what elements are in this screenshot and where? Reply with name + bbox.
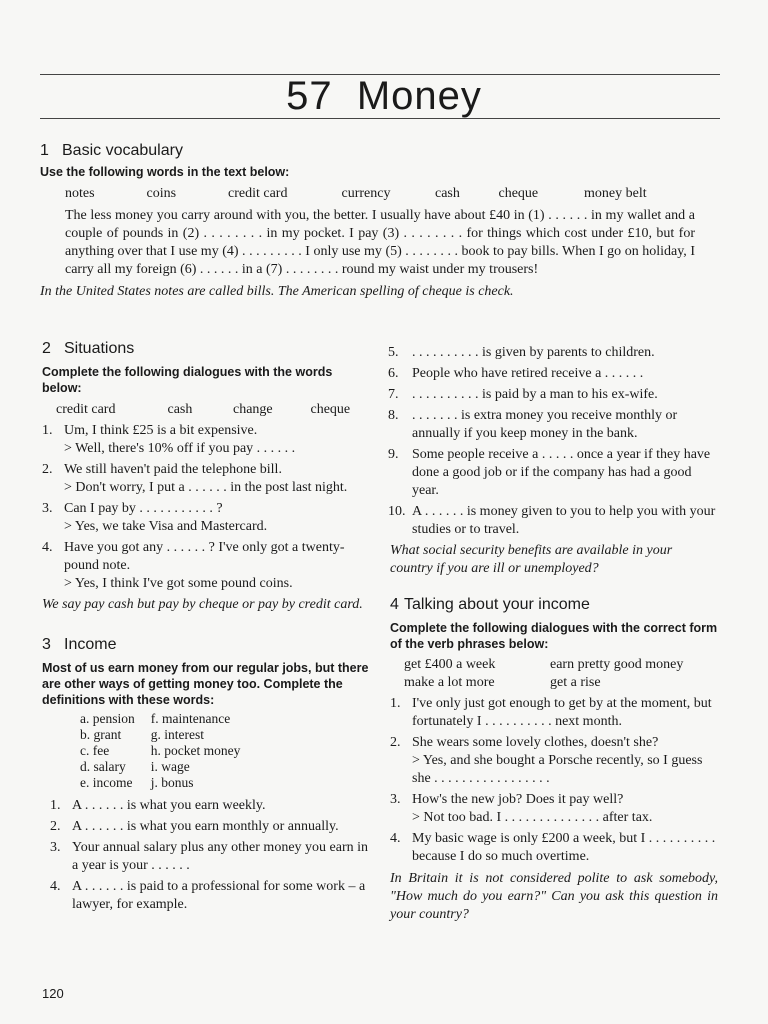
list-item: 3. How's the new job? Does it pay well? > Not too bad. I . . . . . . . . . . . . . . after tax. <box>390 792 653 825</box>
list-item: 4. A . . . . . . is paid to a professional for some work – a lawyer, for example. <box>50 879 366 912</box>
section-3-word-list: a. pension f. maintenance b. grant g. interest c. fee h. pocket money d. salary i. wage e. income j. bonus <box>80 711 241 790</box>
list-item: 4. Have you got any . . . . . . ? I've only got a twenty-pound note. > Yes, I think I've got some pound coins. <box>42 540 345 591</box>
section-4-note: In Britain it is not considered polite to ask somebody, "How much do you earn?" Can you ask this question in your country? <box>390 871 718 922</box>
word: credit card <box>228 186 288 201</box>
phrase: earn pretty good money <box>550 657 684 672</box>
phrase: make a lot more <box>404 675 495 690</box>
section-4-phrase-list <box>404 656 718 692</box>
word: cheque <box>310 402 351 417</box>
section-3-definitions-left <box>50 797 370 914</box>
list-item: 2. A . . . . . . is what you earn monthly or annually. <box>50 819 339 834</box>
section-1 <box>40 142 720 301</box>
list-item: 9. Some people receive a . . . . . once a year if they have done a good job or if the company has had a good year. <box>388 447 711 498</box>
list-item: 1. Um, I think £25 is a bit expensive. > Well, there's 10% off if you pay . . . . . . <box>42 423 296 456</box>
right-column <box>390 344 718 924</box>
section-3-instruction: Most of us earn money from our regular jobs, but there are other ways of getting money too. Complete the definitions with these words: <box>42 661 369 707</box>
section-2-note: We say pay cash but pay by cheque or pay by credit card. <box>42 597 363 612</box>
word: cash <box>167 402 193 417</box>
page-number: 120 <box>42 986 64 1001</box>
list-item: 4. My basic wage is only £200 a week, but I . . . . . . . . . . because I do so much overtime. <box>390 831 716 864</box>
list-item: 5. . . . . . . . . . . is given by parents to children. <box>388 345 655 360</box>
phrase: get a rise <box>550 675 601 690</box>
word: cheque <box>498 186 539 201</box>
word: coins <box>146 186 177 201</box>
word: credit card <box>56 402 116 417</box>
phrase: get £400 a week <box>404 657 496 672</box>
section-2-word-list <box>56 401 370 419</box>
section-2-instruction: Complete the following dialogues with the words below: <box>42 365 333 395</box>
section-4-heading: 4 Talking about your income <box>390 596 590 613</box>
list-item: 10. A . . . . . . is money given to you to help you with your studies or to travel. <box>388 504 716 537</box>
left-column <box>42 340 370 917</box>
page-title <box>0 74 768 119</box>
section-1-heading: 1 Basic vocabulary <box>40 142 183 159</box>
section-1-word-list <box>65 185 720 203</box>
section-2-heading: 2 Situations <box>42 340 135 357</box>
section-3-heading: 3 Income <box>42 636 117 653</box>
section-3-definitions-right <box>388 344 718 539</box>
list-item: 2. We still haven't paid the telephone bill. > Don't worry, I put a . . . . . . in the post last night. <box>42 462 348 495</box>
word: cash <box>435 186 460 201</box>
word: change <box>233 402 273 417</box>
section-2-dialogues <box>42 422 370 593</box>
section-1-note: In the United States notes are called bills. The American spelling of cheque is check. <box>40 284 514 299</box>
list-item: 3. Your annual salary plus any other money you earn in a year is your . . . . . . <box>50 840 369 873</box>
section-3-note: What social security benefits are available in your country if you are ill or unemployed? <box>390 543 673 576</box>
section-1-text: The less money you carry around with you, the better. I usually have about £40 in (1) . . . . . . in my wallet and a couple of pounds in (2) . . . . . . . . in my pocket. I pay (3) . . . . . . . . for things which cost under £10, but for anything over that I use my (4) . . . . . . . . . I only use my (5) . . . . . . . . book to pay bills. When I go on holiday, I carry all my foreign (6) . . . . . . in a (7) . . . . . . . . round my waist under my trousers! <box>65 208 695 277</box>
word: notes <box>65 186 95 201</box>
word: money belt <box>584 186 647 201</box>
list-item: 7. . . . . . . . . . . is paid by a man to his ex-wife. <box>388 387 658 402</box>
list-item: 1. A . . . . . . is what you earn weekly. <box>50 798 266 813</box>
word: currency <box>341 186 391 201</box>
list-item: 8. . . . . . . . is extra money you receive monthly or annually if you keep money in the bank. <box>388 408 678 441</box>
section-4-dialogues <box>390 695 718 866</box>
section-4-instruction: Complete the following dialogues with the correct form of the verb phrases below: <box>390 621 718 651</box>
list-item: 3. Can I pay by . . . . . . . . . . . ? > Yes, we take Visa and Mastercard. <box>42 501 268 534</box>
unit-number: 57 <box>286 74 333 118</box>
unit-title: Money <box>356 74 482 118</box>
list-item: 1. I've only just got enough to get by at the moment, but fortunately I . . . . . . . . . . next month. <box>390 696 712 729</box>
section-1-instruction: Use the following words in the text below: <box>40 165 290 179</box>
list-item: 6. People who have retired receive a . . . . . . <box>388 366 644 381</box>
list-item: 2. She wears some lovely clothes, doesn't she? > Yes, and she bought a Porsche recently, so I guess she . . . . . . . . . . . . . . . . . <box>390 735 703 786</box>
title-rule <box>40 118 720 119</box>
